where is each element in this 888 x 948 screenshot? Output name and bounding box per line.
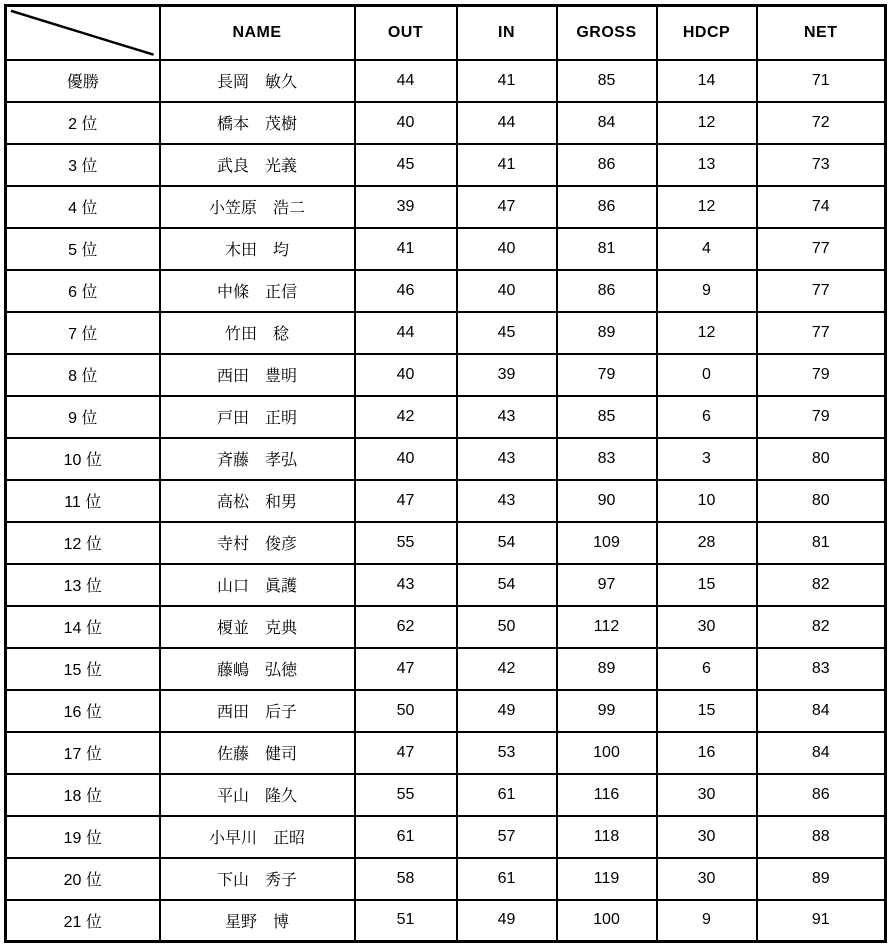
out-cell: 40 [355,102,457,144]
name-cell: 高松 和男 [160,480,355,522]
gross-cell: 81 [557,228,657,270]
name-cell: 佐藤 健司 [160,732,355,774]
table-row [6,144,886,186]
rank-cell: 14 位 [6,606,160,648]
gross-cell: 86 [557,186,657,228]
gross-cell: 89 [557,648,657,690]
table-row [6,102,886,144]
net-cell: 72 [757,102,886,144]
in-cell: 49 [457,690,557,732]
table-row [6,438,886,480]
rank-cell: 16 位 [6,690,160,732]
header-row [6,6,886,60]
rank-cell: 4 位 [6,186,160,228]
in-cell: 57 [457,816,557,858]
gross-cell: 116 [557,774,657,816]
rank-cell: 9 位 [6,396,160,438]
net-cell: 82 [757,564,886,606]
net-cell: 86 [757,774,886,816]
name-cell: 小笠原 浩二 [160,186,355,228]
name-cell: 星野 博 [160,900,355,942]
in-cell: 50 [457,606,557,648]
out-cell: 50 [355,690,457,732]
gross-cell: 100 [557,900,657,942]
in-cell: 40 [457,228,557,270]
rank-cell: 20 位 [6,858,160,900]
diagonal-line-icon [7,7,159,59]
name-cell: 小早川 正昭 [160,816,355,858]
in-cell: 43 [457,480,557,522]
in-cell: 49 [457,900,557,942]
rank-cell: 15 位 [6,648,160,690]
name-cell: 西田 后子 [160,690,355,732]
hdcp-cell: 0 [657,354,757,396]
header-hdcp: HDCP [657,6,757,60]
out-cell: 44 [355,312,457,354]
gross-cell: 89 [557,312,657,354]
in-cell: 40 [457,270,557,312]
out-cell: 44 [355,60,457,102]
in-cell: 45 [457,312,557,354]
name-cell: 藤嶋 弘徳 [160,648,355,690]
in-cell: 54 [457,564,557,606]
hdcp-cell: 16 [657,732,757,774]
net-cell: 81 [757,522,886,564]
hdcp-cell: 6 [657,648,757,690]
table-row [6,690,886,732]
table-row [6,396,886,438]
in-cell: 47 [457,186,557,228]
table-row [6,522,886,564]
header-in: IN [457,6,557,60]
rank-cell: 18 位 [6,774,160,816]
in-cell: 42 [457,648,557,690]
results-table-body [6,60,886,942]
table-row [6,900,886,942]
hdcp-cell: 30 [657,606,757,648]
header-net: NET [757,6,886,60]
in-cell: 61 [457,858,557,900]
table-row [6,606,886,648]
name-cell: 竹田 稔 [160,312,355,354]
golf-results-table [4,4,887,943]
rank-cell: 優勝 [6,60,160,102]
net-cell: 73 [757,144,886,186]
out-cell: 55 [355,522,457,564]
gross-cell: 112 [557,606,657,648]
out-cell: 55 [355,774,457,816]
rank-cell: 13 位 [6,564,160,606]
net-cell: 77 [757,228,886,270]
hdcp-cell: 15 [657,690,757,732]
rank-cell: 11 位 [6,480,160,522]
net-cell: 88 [757,816,886,858]
net-cell: 80 [757,438,886,480]
table-row [6,270,886,312]
net-cell: 82 [757,606,886,648]
hdcp-cell: 13 [657,144,757,186]
rank-cell: 17 位 [6,732,160,774]
rank-cell: 7 位 [6,312,160,354]
table-row [6,858,886,900]
out-cell: 40 [355,438,457,480]
rank-cell: 2 位 [6,102,160,144]
in-cell: 39 [457,354,557,396]
hdcp-cell: 30 [657,858,757,900]
hdcp-cell: 9 [657,900,757,942]
rank-cell: 19 位 [6,816,160,858]
gross-cell: 90 [557,480,657,522]
name-cell: 木田 均 [160,228,355,270]
rank-cell: 21 位 [6,900,160,942]
name-cell: 平山 隆久 [160,774,355,816]
net-cell: 83 [757,648,886,690]
table-row [6,732,886,774]
in-cell: 43 [457,396,557,438]
name-cell: 山口 眞護 [160,564,355,606]
table-row [6,354,886,396]
gross-cell: 83 [557,438,657,480]
table-row [6,312,886,354]
rank-cell: 6 位 [6,270,160,312]
name-cell: 橋本 茂樹 [160,102,355,144]
gross-cell: 86 [557,144,657,186]
header-out: OUT [355,6,457,60]
in-cell: 61 [457,774,557,816]
out-cell: 43 [355,564,457,606]
hdcp-cell: 3 [657,438,757,480]
out-cell: 45 [355,144,457,186]
out-cell: 47 [355,732,457,774]
hdcp-cell: 9 [657,270,757,312]
gross-cell: 119 [557,858,657,900]
net-cell: 84 [757,732,886,774]
gross-cell: 97 [557,564,657,606]
in-cell: 53 [457,732,557,774]
hdcp-cell: 12 [657,186,757,228]
gross-cell: 85 [557,60,657,102]
gross-cell: 86 [557,270,657,312]
gross-cell: 99 [557,690,657,732]
in-cell: 54 [457,522,557,564]
corner-cell [6,6,160,60]
net-cell: 77 [757,312,886,354]
table-row [6,60,886,102]
hdcp-cell: 12 [657,312,757,354]
hdcp-cell: 30 [657,816,757,858]
out-cell: 62 [355,606,457,648]
name-cell: 長岡 敏久 [160,60,355,102]
rank-cell: 8 位 [6,354,160,396]
net-cell: 74 [757,186,886,228]
in-cell: 41 [457,60,557,102]
hdcp-cell: 4 [657,228,757,270]
gross-cell: 100 [557,732,657,774]
table-row [6,774,886,816]
name-cell: 西田 豊明 [160,354,355,396]
header-name: NAME [160,6,355,60]
gross-cell: 118 [557,816,657,858]
name-cell: 榎並 克典 [160,606,355,648]
gross-cell: 109 [557,522,657,564]
table-row [6,186,886,228]
hdcp-cell: 6 [657,396,757,438]
in-cell: 43 [457,438,557,480]
out-cell: 42 [355,396,457,438]
name-cell: 戸田 正明 [160,396,355,438]
table-row [6,480,886,522]
net-cell: 71 [757,60,886,102]
table-row [6,564,886,606]
hdcp-cell: 12 [657,102,757,144]
in-cell: 44 [457,102,557,144]
hdcp-cell: 15 [657,564,757,606]
rank-cell: 10 位 [6,438,160,480]
out-cell: 61 [355,816,457,858]
gross-cell: 84 [557,102,657,144]
hdcp-cell: 14 [657,60,757,102]
name-cell: 下山 秀子 [160,858,355,900]
gross-cell: 79 [557,354,657,396]
net-cell: 80 [757,480,886,522]
net-cell: 89 [757,858,886,900]
hdcp-cell: 30 [657,774,757,816]
name-cell: 武良 光義 [160,144,355,186]
table-row [6,816,886,858]
out-cell: 51 [355,900,457,942]
rank-cell: 5 位 [6,228,160,270]
rank-cell: 3 位 [6,144,160,186]
name-cell: 斉藤 孝弘 [160,438,355,480]
table-row [6,228,886,270]
net-cell: 79 [757,396,886,438]
out-cell: 47 [355,648,457,690]
hdcp-cell: 10 [657,480,757,522]
out-cell: 41 [355,228,457,270]
hdcp-cell: 28 [657,522,757,564]
net-cell: 84 [757,690,886,732]
gross-cell: 85 [557,396,657,438]
table-row [6,648,886,690]
out-cell: 47 [355,480,457,522]
net-cell: 91 [757,900,886,942]
out-cell: 39 [355,186,457,228]
out-cell: 40 [355,354,457,396]
out-cell: 58 [355,858,457,900]
net-cell: 77 [757,270,886,312]
in-cell: 41 [457,144,557,186]
header-gross: GROSS [557,6,657,60]
net-cell: 79 [757,354,886,396]
name-cell: 中條 正信 [160,270,355,312]
out-cell: 46 [355,270,457,312]
rank-cell: 12 位 [6,522,160,564]
name-cell: 寺村 俊彦 [160,522,355,564]
